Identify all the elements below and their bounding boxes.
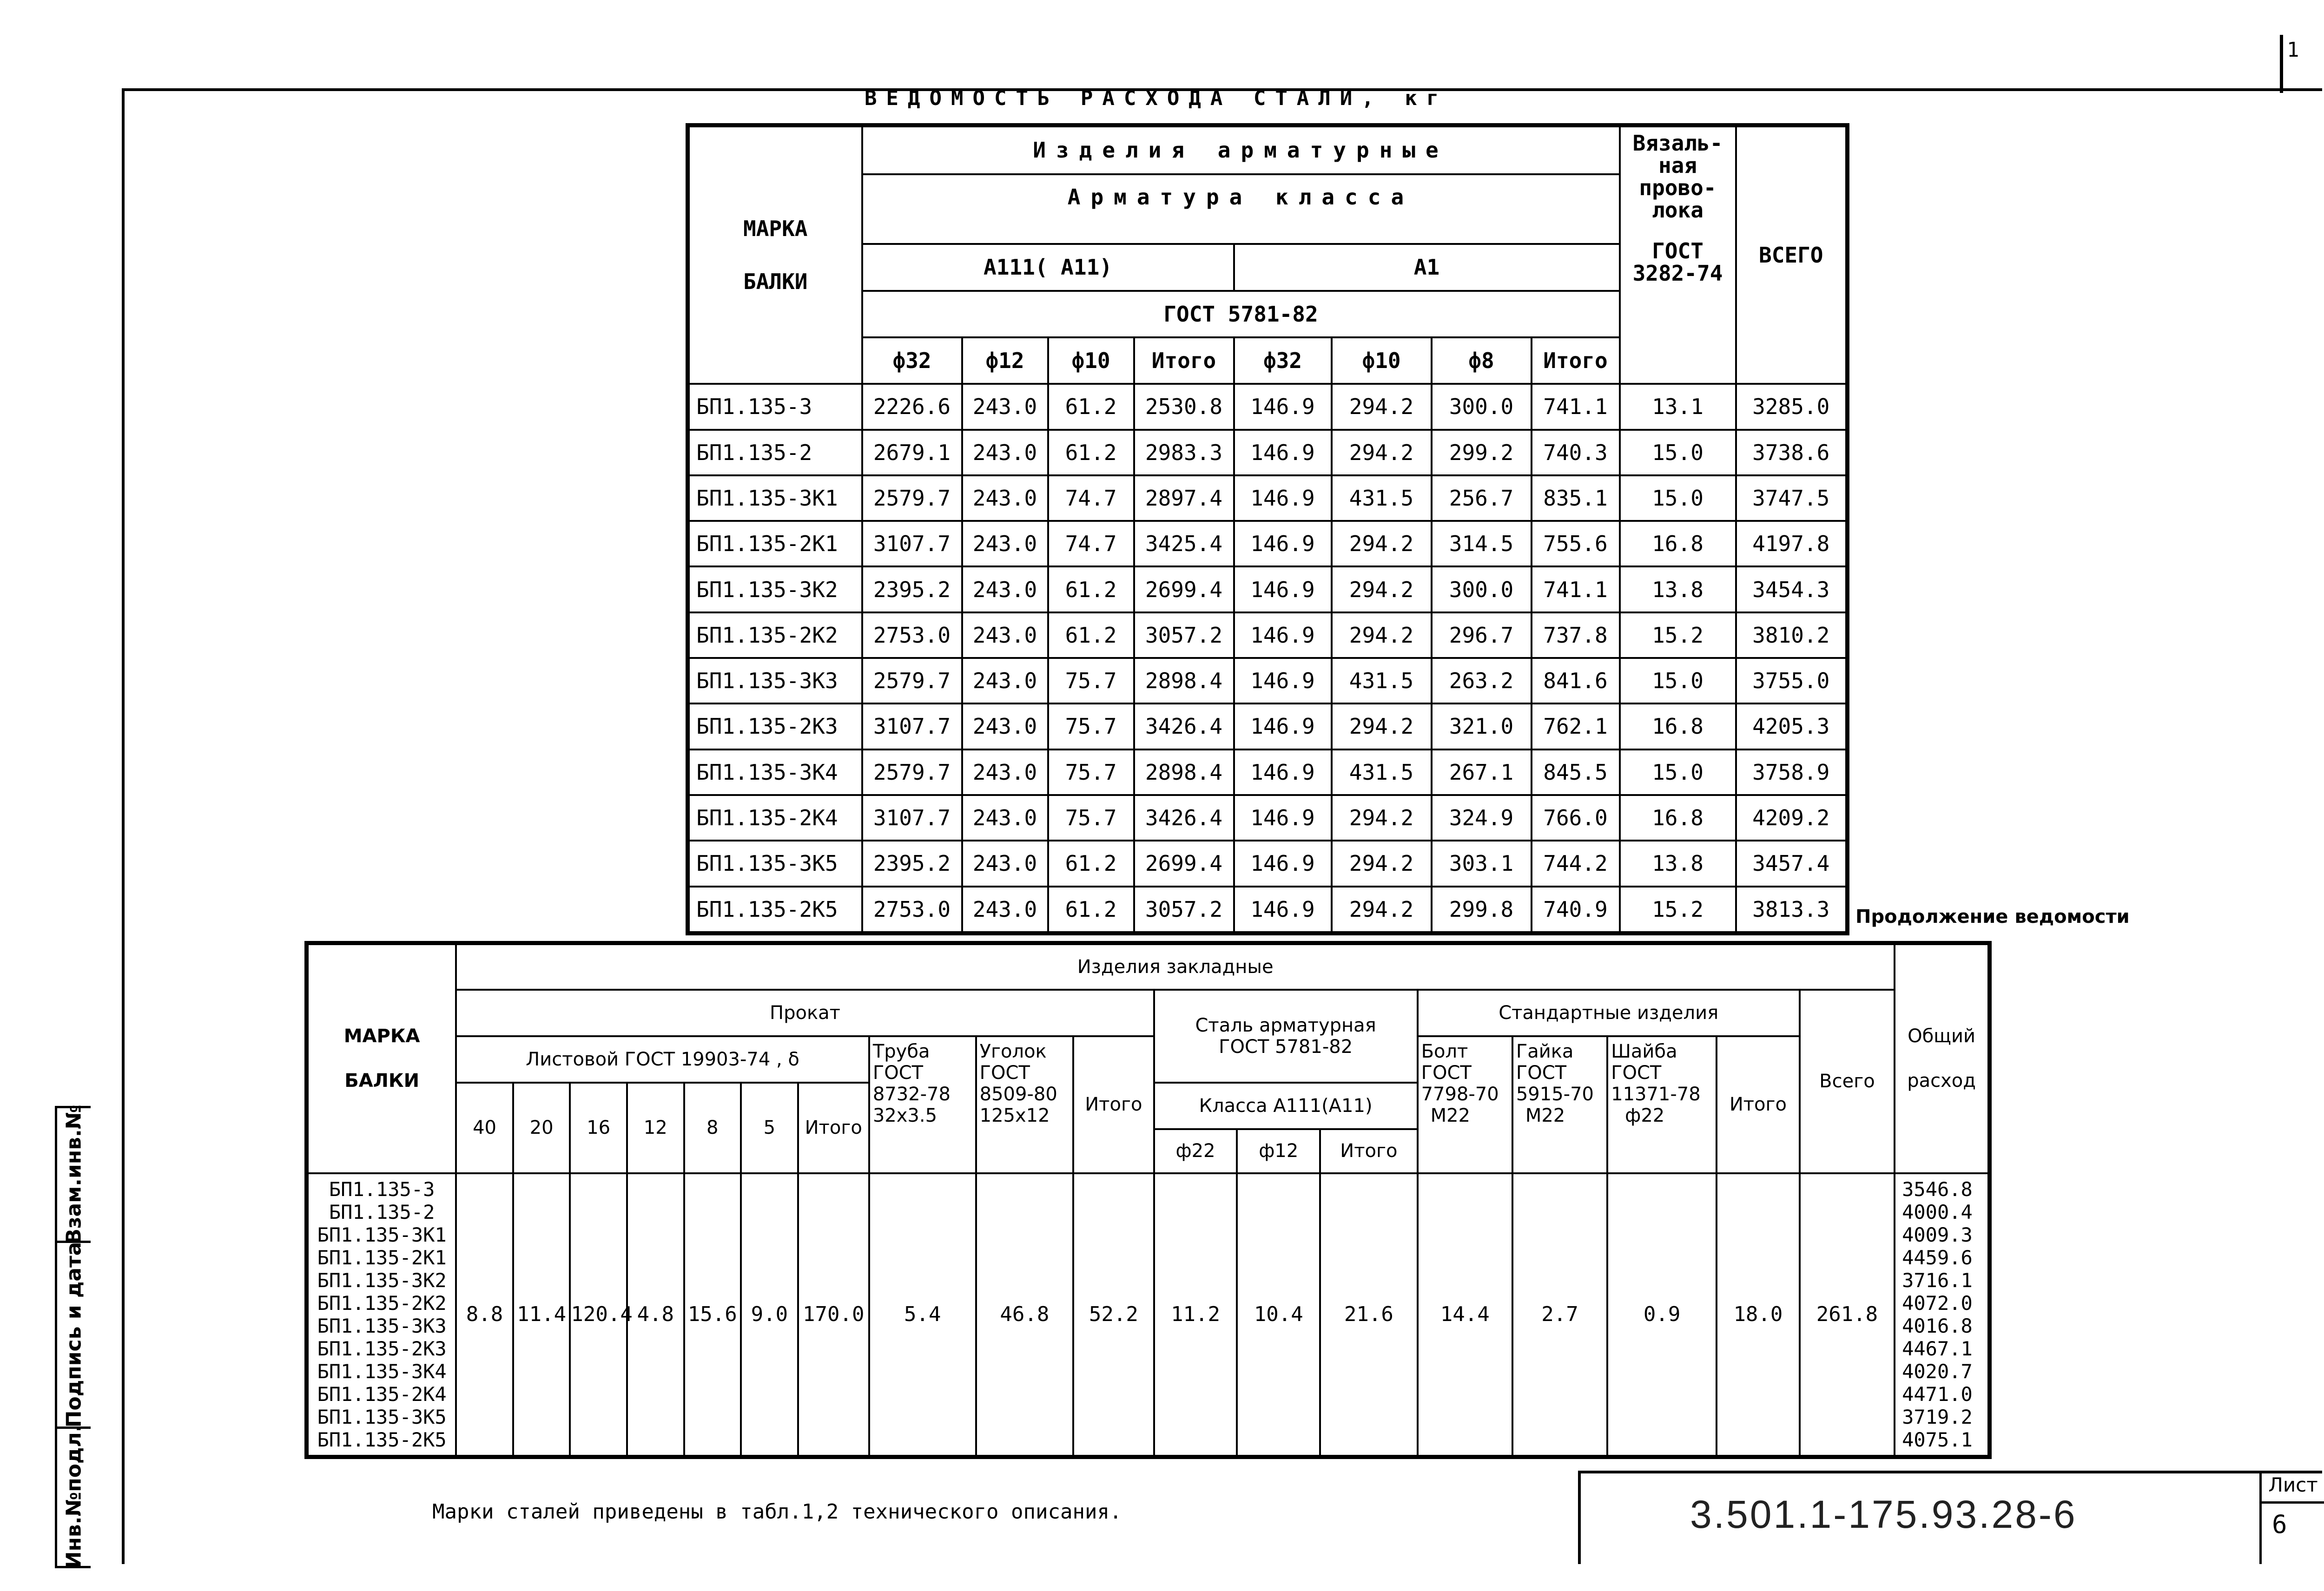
beam-mark: БП1.135-3К4 (317, 1360, 447, 1383)
table1-row (688, 521, 1848, 566)
value-cell: 321.0 (1432, 703, 1532, 749)
table1-row (688, 475, 1848, 521)
value-cell: 294.2 (1332, 703, 1432, 749)
table2-overall-header: Общий расход (1895, 943, 1989, 1173)
beam-mark: БП1.135-2К3 (317, 1337, 447, 1360)
embedded-value-cell: 9.0 (741, 1173, 798, 1457)
value-cell: 146.9 (1234, 749, 1332, 795)
value-cell: 15.2 (1620, 612, 1736, 658)
beam-mark-cell: БП1.135-3 (688, 384, 862, 429)
sheet-number: 6 (2272, 1510, 2287, 1539)
table1-col-header: ф32 (862, 337, 962, 384)
embedded-value-cell: 0.9 (1607, 1173, 1717, 1457)
table2-embedded-header: Изделия закладные (456, 943, 1895, 990)
embedded-value-cell: 46.8 (976, 1173, 1073, 1457)
sheet-title: ВЕДОМОСТЬ РАСХОДА СТАЛИ, кг (865, 86, 1448, 110)
value-cell: 2679.1 (862, 430, 962, 475)
value-cell: 766.0 (1532, 795, 1620, 841)
beam-mark: БП1.135-2 (329, 1200, 435, 1223)
embedded-value-cell: 15.6 (684, 1173, 741, 1457)
value-cell: 314.5 (1432, 521, 1532, 566)
table2-sheet-col: Итого (798, 1083, 869, 1173)
beam-mark-cell: БП1.135-2К5 (688, 887, 862, 934)
embedded-value-cell: 261.8 (1800, 1173, 1895, 1457)
value-cell: 15.0 (1620, 430, 1736, 475)
table1-col-header: ф10 (1048, 337, 1134, 384)
overall-value: 4020.7 (1902, 1360, 1973, 1383)
value-cell: 431.5 (1332, 658, 1432, 703)
value-cell: 13.8 (1620, 566, 1736, 612)
value-cell: 61.2 (1048, 887, 1134, 934)
value-cell: 296.7 (1432, 612, 1532, 658)
value-cell: 2579.7 (862, 749, 962, 795)
value-cell: 146.9 (1234, 475, 1332, 521)
value-cell: 243.0 (962, 475, 1048, 521)
value-cell: 300.0 (1432, 384, 1532, 429)
table1-row (688, 612, 1848, 658)
beam-mark-cell: БП1.135-2 (688, 430, 862, 475)
overall-value: 4467.1 (1902, 1337, 1973, 1360)
value-cell: 835.1 (1532, 475, 1620, 521)
beam-mark-cell: БП1.135-2К4 (688, 795, 862, 841)
value-cell: 740.9 (1532, 887, 1620, 934)
continuation-note: Продолжение ведомости (1855, 906, 2130, 927)
overall-value: 4471.0 (1902, 1382, 1973, 1406)
beam-mark-cell: БП1.135-2К1 (688, 521, 862, 566)
table1-row (688, 749, 1848, 795)
beam-mark: БП1.135-2К5 (317, 1428, 447, 1451)
beam-mark-cell: БП1.135-2К3 (688, 703, 862, 749)
value-cell: 243.0 (962, 703, 1048, 749)
embedded-value-cell: 170.0 (798, 1173, 869, 1457)
value-cell: 146.9 (1234, 795, 1332, 841)
value-cell: 243.0 (962, 795, 1048, 841)
value-cell: 243.0 (962, 384, 1048, 429)
table1-col-header: ф12 (962, 337, 1048, 384)
side-stamp-cell: Взам.инв.№ (57, 1108, 91, 1243)
embedded-value-cell: 5.4 (869, 1173, 976, 1457)
value-cell: 4197.8 (1736, 521, 1848, 566)
table2-sheet-col: 20 (513, 1083, 570, 1173)
value-cell: 2395.2 (862, 566, 962, 612)
table1-row (688, 795, 1848, 841)
value-cell: 3285.0 (1736, 384, 1848, 429)
value-cell: 146.9 (1234, 841, 1332, 886)
value-cell: 146.9 (1234, 887, 1332, 934)
beam-mark: БП1.135-3К3 (317, 1314, 447, 1337)
value-cell: 256.7 (1432, 475, 1532, 521)
value-cell: 4209.2 (1736, 795, 1848, 841)
value-cell: 13.8 (1620, 841, 1736, 886)
value-cell: 243.0 (962, 566, 1048, 612)
beam-mark-cell: БП1.135-2К2 (688, 612, 862, 658)
embedded-value-cell: 14.4 (1418, 1173, 1512, 1457)
value-cell: 243.0 (962, 521, 1048, 566)
table1-col-header: Итого (1532, 337, 1620, 384)
table2-std-total-header: Итого (1717, 1036, 1800, 1173)
value-cell: 243.0 (962, 430, 1048, 475)
value-cell: 2753.0 (862, 612, 962, 658)
table2-rebar-class-header: Класса А111(А11) (1154, 1083, 1418, 1129)
document-code: 3.501.1-175.93.28-6 (1690, 1492, 2077, 1536)
value-cell: 74.7 (1048, 521, 1134, 566)
table1-row (688, 384, 1848, 429)
value-cell: 75.7 (1048, 658, 1134, 703)
table2-sheet-col: 40 (456, 1083, 513, 1173)
value-cell: 841.6 (1532, 658, 1620, 703)
table1-row (688, 566, 1848, 612)
table2-marks-cell (307, 1173, 456, 1457)
value-cell: 2699.4 (1134, 841, 1234, 886)
table1-total-header: ВСЕГО (1736, 125, 1848, 384)
value-cell: 146.9 (1234, 703, 1332, 749)
page-number: 1 (2287, 38, 2299, 62)
overall-consumption-cell (1895, 1173, 1989, 1457)
overall-value: 4459.6 (1902, 1246, 1973, 1269)
embedded-value-cell: 2.7 (1512, 1173, 1607, 1457)
value-cell: 2579.7 (862, 475, 962, 521)
embedded-value-cell: 4.8 (627, 1173, 684, 1457)
value-cell: 146.9 (1234, 384, 1332, 429)
value-cell: 294.2 (1332, 384, 1432, 429)
table2-sheet-col: 12 (627, 1083, 684, 1173)
sheet-label: Лист (2262, 1473, 2324, 1504)
table2-washer-header: Шайба ГОСТ 11371-78 ф22 (1607, 1036, 1717, 1173)
value-cell: 3758.9 (1736, 749, 1848, 795)
embedded-value-cell: 120.4 (570, 1173, 627, 1457)
table1-col-header: Итого (1134, 337, 1234, 384)
embedded-value-cell: 10.4 (1237, 1173, 1320, 1457)
value-cell: 741.1 (1532, 566, 1620, 612)
value-cell: 3457.4 (1736, 841, 1848, 886)
beam-mark: БП1.135-3К2 (317, 1269, 447, 1292)
value-cell: 243.0 (962, 749, 1048, 795)
table1-class-header: Арматура класса (862, 174, 1620, 244)
table2-rebar-col: ф12 (1237, 1129, 1320, 1173)
value-cell: 61.2 (1048, 841, 1134, 886)
value-cell: 741.1 (1532, 384, 1620, 429)
value-cell: 3426.4 (1134, 795, 1234, 841)
table1-wire-header: Вязаль- ная прово- лока ГОСТ 3282-74 (1620, 125, 1736, 384)
overall-value: 4009.3 (1902, 1223, 1973, 1246)
table1-row (688, 841, 1848, 886)
value-cell: 744.2 (1532, 841, 1620, 886)
table1-col-header: ф10 (1332, 337, 1432, 384)
overall-value: 4075.1 (1902, 1428, 1973, 1451)
table2-rebar-col: ф22 (1154, 1129, 1237, 1173)
value-cell: 243.0 (962, 887, 1048, 934)
table2-sheet-header: Листовой ГОСТ 19903-74 , δ (456, 1036, 869, 1083)
overall-value: 3719.2 (1902, 1405, 1973, 1428)
value-cell: 3107.7 (862, 703, 962, 749)
value-cell: 3425.4 (1134, 521, 1234, 566)
table1-row (688, 703, 1848, 749)
corner-mark (2280, 35, 2283, 93)
value-cell: 2395.2 (862, 841, 962, 886)
value-cell: 294.2 (1332, 566, 1432, 612)
value-cell: 431.5 (1332, 475, 1432, 521)
table1-mark-header: МАРКА БАЛКИ (688, 125, 862, 384)
value-cell: 3107.7 (862, 521, 962, 566)
value-cell: 2898.4 (1134, 658, 1234, 703)
embedded-value-cell: 8.8 (456, 1173, 513, 1457)
value-cell: 243.0 (962, 841, 1048, 886)
value-cell: 324.9 (1432, 795, 1532, 841)
table2-bolt-header: Болт ГОСТ 7798-70 М22 (1418, 1036, 1512, 1173)
value-cell: 2983.3 (1134, 430, 1234, 475)
value-cell: 3454.3 (1736, 566, 1848, 612)
table1-col-header: ф32 (1234, 337, 1332, 384)
overall-value: 4000.4 (1902, 1200, 1973, 1223)
value-cell: 737.8 (1532, 612, 1620, 658)
table1-a1-header: A1 (1234, 244, 1620, 290)
table1-a3-header: A111( A11) (862, 244, 1234, 290)
table2-all-header: Всего (1800, 990, 1895, 1173)
value-cell: 16.8 (1620, 795, 1736, 841)
table2-mark-header: МАРКА БАЛКИ (307, 943, 456, 1173)
sheet-box (2259, 1473, 2324, 1564)
beam-mark-cell: БП1.135-3К3 (688, 658, 862, 703)
value-cell: 75.7 (1048, 795, 1134, 841)
value-cell: 294.2 (1332, 795, 1432, 841)
value-cell: 300.0 (1432, 566, 1532, 612)
table2-sheet-col: 8 (684, 1083, 741, 1173)
overall-value: 3716.1 (1902, 1269, 1973, 1292)
overall-value: 4016.8 (1902, 1314, 1973, 1337)
table2-nut-header: Гайка ГОСТ 5915-70 М22 (1512, 1036, 1607, 1173)
value-cell: 15.0 (1620, 749, 1736, 795)
beam-mark-cell: БП1.135-3К5 (688, 841, 862, 886)
embedded-value-cell: 21.6 (1320, 1173, 1417, 1457)
value-cell: 4205.3 (1736, 703, 1848, 749)
value-cell: 294.2 (1332, 841, 1432, 886)
beam-mark: БП1.135-3К1 (317, 1223, 447, 1246)
beam-mark: БП1.135-2К2 (317, 1291, 447, 1315)
table1-gost-header: ГОСТ 5781-82 (862, 291, 1620, 337)
overall-value: 3546.8 (1902, 1177, 1973, 1201)
side-stamp-cell: Инв.№подл. (62, 1424, 86, 1568)
value-cell: 762.1 (1532, 703, 1620, 749)
value-cell: 61.2 (1048, 612, 1134, 658)
table2-angle-header: Уголок ГОСТ 8509-80 125х12 (976, 1036, 1073, 1173)
value-cell: 2530.8 (1134, 384, 1234, 429)
value-cell: 243.0 (962, 658, 1048, 703)
beam-mark-cell: БП1.135-3К2 (688, 566, 862, 612)
embedded-items-table (304, 941, 1992, 1459)
table2-rolled-header: Прокат (456, 990, 1154, 1036)
table2-rolled-total-header: Итого (1073, 1036, 1154, 1173)
value-cell: 2579.7 (862, 658, 962, 703)
value-cell: 2753.0 (862, 887, 962, 934)
value-cell: 294.2 (1332, 430, 1432, 475)
value-cell: 299.8 (1432, 887, 1532, 934)
value-cell: 3738.6 (1736, 430, 1848, 475)
table1-col-header: ф8 (1432, 337, 1532, 384)
value-cell: 755.6 (1532, 521, 1620, 566)
beam-mark: БП1.135-3К5 (317, 1405, 447, 1428)
table2-pipe-header: Труба ГОСТ 8732-78 32х3.5 (869, 1036, 976, 1173)
beam-mark: БП1.135-2К1 (317, 1246, 447, 1269)
table2-sheet-col: 16 (570, 1083, 627, 1173)
side-stamp (55, 1106, 91, 1568)
value-cell: 431.5 (1332, 749, 1432, 795)
value-cell: 3747.5 (1736, 475, 1848, 521)
table2-sheet-col: 5 (741, 1083, 798, 1173)
value-cell: 146.9 (1234, 612, 1332, 658)
value-cell: 146.9 (1234, 430, 1332, 475)
value-cell: 15.0 (1620, 475, 1736, 521)
value-cell: 3057.2 (1134, 887, 1234, 934)
value-cell: 2898.4 (1134, 749, 1234, 795)
table1-row (688, 658, 1848, 703)
value-cell: 75.7 (1048, 749, 1134, 795)
value-cell: 3755.0 (1736, 658, 1848, 703)
value-cell: 263.2 (1432, 658, 1532, 703)
value-cell: 146.9 (1234, 521, 1332, 566)
table1-products-header: Изделия арматурные (862, 125, 1620, 174)
value-cell: 13.1 (1620, 384, 1736, 429)
value-cell: 299.2 (1432, 430, 1532, 475)
value-cell: 2226.6 (862, 384, 962, 429)
footnote: Марки сталей приведены в табл.1,2 технического описания. (432, 1500, 1122, 1524)
value-cell: 16.8 (1620, 703, 1736, 749)
value-cell: 15.2 (1620, 887, 1736, 934)
beam-mark: БП1.135-2К4 (317, 1382, 447, 1406)
value-cell: 61.2 (1048, 384, 1134, 429)
table1-row (688, 430, 1848, 475)
table2-rebar-header: Сталь арматурная ГОСТ 5781-82 (1154, 990, 1418, 1083)
value-cell: 61.2 (1048, 430, 1134, 475)
table2-rebar-col: Итого (1320, 1129, 1417, 1173)
value-cell: 15.0 (1620, 658, 1736, 703)
value-cell: 845.5 (1532, 749, 1620, 795)
value-cell: 294.2 (1332, 612, 1432, 658)
value-cell: 3813.3 (1736, 887, 1848, 934)
table2-standard-header: Стандартные изделия (1418, 990, 1800, 1036)
value-cell: 3810.2 (1736, 612, 1848, 658)
value-cell: 740.3 (1532, 430, 1620, 475)
value-cell: 243.0 (962, 612, 1048, 658)
beam-mark-cell: БП1.135-3К4 (688, 749, 862, 795)
value-cell: 61.2 (1048, 566, 1134, 612)
value-cell: 3107.7 (862, 795, 962, 841)
value-cell: 294.2 (1332, 521, 1432, 566)
value-cell: 75.7 (1048, 703, 1134, 749)
value-cell: 294.2 (1332, 887, 1432, 934)
value-cell: 16.8 (1620, 521, 1736, 566)
value-cell: 3057.2 (1134, 612, 1234, 658)
value-cell: 3426.4 (1134, 703, 1234, 749)
beam-mark-cell: БП1.135-3К1 (688, 475, 862, 521)
embedded-value-cell: 11.2 (1154, 1173, 1237, 1457)
beam-mark: БП1.135-3 (329, 1177, 435, 1201)
value-cell: 74.7 (1048, 475, 1134, 521)
value-cell: 2699.4 (1134, 566, 1234, 612)
value-cell: 267.1 (1432, 749, 1532, 795)
overall-value: 4072.0 (1902, 1291, 1973, 1315)
steel-consumption-table (686, 123, 1849, 935)
embedded-value-cell: 11.4 (513, 1173, 570, 1457)
value-cell: 146.9 (1234, 658, 1332, 703)
embedded-value-cell: 18.0 (1717, 1173, 1800, 1457)
value-cell: 303.1 (1432, 841, 1532, 886)
title-block (1578, 1471, 2322, 1564)
table1-row (688, 887, 1848, 934)
value-cell: 146.9 (1234, 566, 1332, 612)
value-cell: 2897.4 (1134, 475, 1234, 521)
side-stamp-cell: Подпись и дата (57, 1243, 91, 1429)
embedded-value-cell: 52.2 (1073, 1173, 1154, 1457)
